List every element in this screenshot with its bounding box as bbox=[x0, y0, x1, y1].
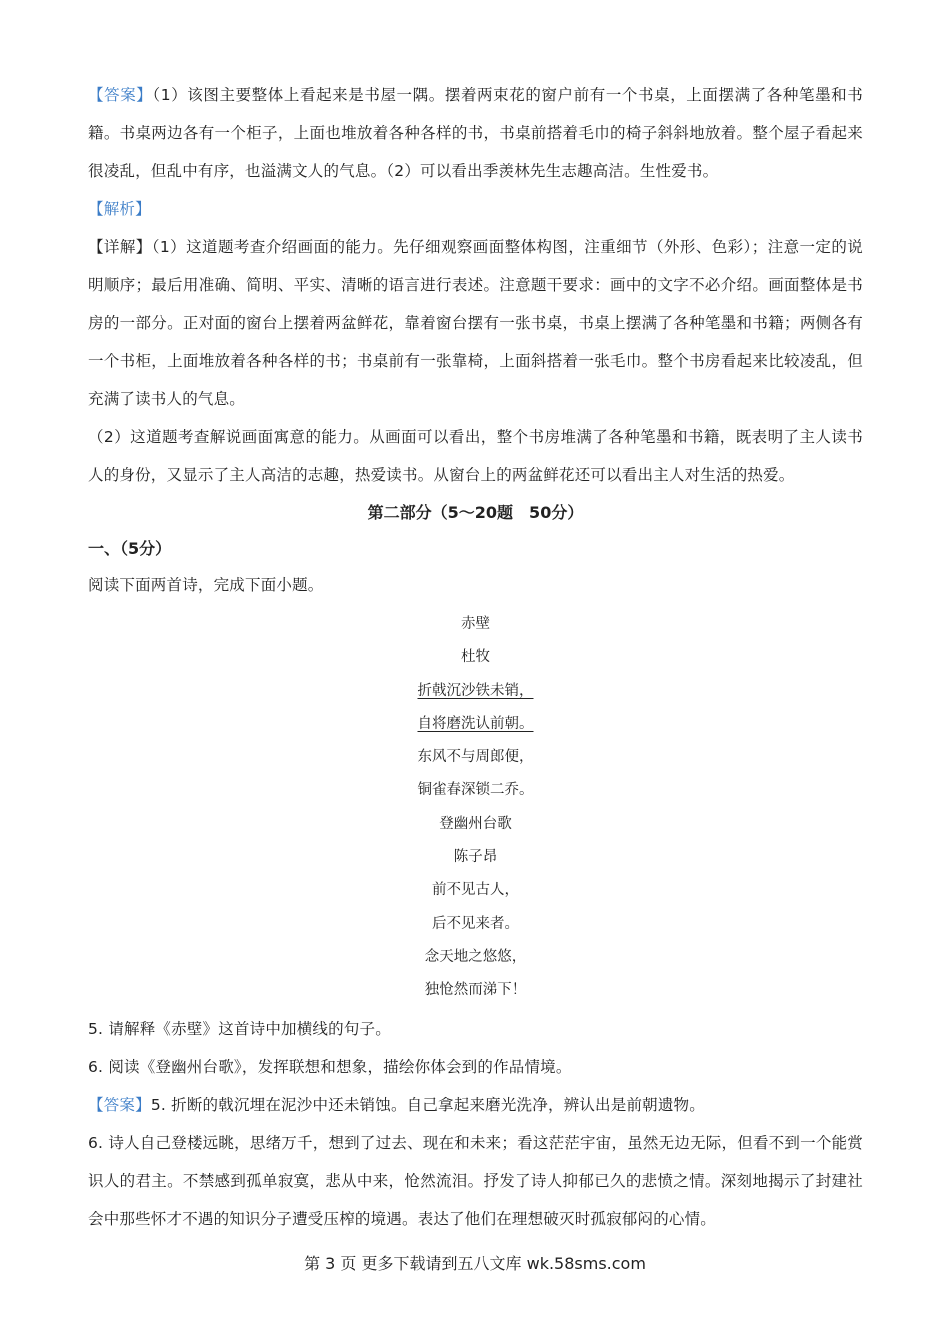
answer-paragraph-1 bbox=[88, 76, 863, 190]
poem2-line-3: 念天地之悠悠， bbox=[424, 948, 527, 965]
answer-5-text: 折断的戟沉埋在泥沙中还未销蚀。自己拿起来磨光洗净，辨认出是前朝遗物。 bbox=[166, 1095, 705, 1114]
poem1-line-1: 折戟沉沙铁未销， bbox=[417, 682, 534, 699]
poem1-author: 杜牧 bbox=[461, 649, 490, 666]
page-footer: 第 3 页 更多下载请到五八文库 wk.58sms.com bbox=[304, 1254, 646, 1273]
instruction: 阅读下面两首诗，完成下面小题。 bbox=[88, 576, 324, 594]
detail-tag: 【详解】 bbox=[88, 238, 152, 256]
poem1-line-4: 铜雀春深锁二乔。 bbox=[417, 782, 534, 799]
analysis-heading bbox=[88, 190, 863, 228]
poem2-line-4: 独怆然而涕下！ bbox=[424, 982, 527, 999]
document-body bbox=[88, 76, 863, 1238]
answer-tag: 【答案】 bbox=[88, 86, 153, 104]
poem1-title: 赤壁 bbox=[461, 616, 490, 632]
detail-paragraph-1 bbox=[88, 228, 863, 418]
detail-text: （1）这道题考查介绍画面的能力。先仔细观察画面整体构图，注重细节（外形、色彩）；注意一定的说明顺序；最后用准确、简明、平实、清晰的语言进行表述。注意题干要求：画中的文字不必介绍。画面整体是书房的一部分。正对面的窗台上摆着两盆鲜花，靠着窗台摆有一张书桌，书桌上摆满了各种笔墨和书籍；两侧各有一个书柜，上面堆放着各种各样的书；书桌前有一张靠椅，上面斜搭着一张毛巾。整个书房看起来比较凌乱，但充满了读书人的气息。 bbox=[88, 238, 863, 408]
answer-tag-2: 【答案】 bbox=[88, 1095, 151, 1114]
poem2-line-1: 前不见古人， bbox=[432, 882, 519, 899]
poem1-line-3: 东风不与周郎便， bbox=[417, 749, 534, 766]
answer-6-text: 诗人自己登楼远眺，思绪万千，想到了过去、现在和未来；看这茫茫宇宙，虽然无边无际，但看不到一个能赏识人的君主。不禁感到孤单寂寞，悲从中来，怆然流泪。抒发了诗人抑郁已久的悲愤之情。深刻地揭示了封建社会中那些怀才不遇的知识分子遭受压榨的境遇。表达了他们在理想破灭时孤寂郁闷的心情。 bbox=[88, 1133, 863, 1228]
poem1-line-2: 自将磨洗认前朝。 bbox=[417, 715, 534, 732]
question-6: 6. 阅读《登幽州台歌》，发挥联想和想象，描绘你体会到的作品情境。 bbox=[88, 1057, 572, 1076]
answer-6-number: 6. bbox=[88, 1133, 104, 1152]
poem2-title: 登幽州台歌 bbox=[439, 815, 512, 832]
poem2-author: 陈子昂 bbox=[453, 849, 498, 866]
answer-text: （1）该图主要整体上看起来是书屋一隅。摆着两束花的窗户前有一个书桌，上面摆满了各种笔墨和书籍。书桌两边各有一个柜子，上面也堆放着各种各样的书，书桌前搭着毛巾的椅子斜斜地放着。整个屋子看起来很凌乱，但乱中有序，也溢满文人的气息。（2）可以看出季羡林先生志趣高洁。生性爱书。 bbox=[88, 86, 863, 180]
question-5: 5. 请解释《赤壁》这首诗中加横线的句子。 bbox=[88, 1019, 391, 1038]
poem-block bbox=[88, 608, 863, 1008]
poem2-line-2: 后不见来者。 bbox=[432, 915, 519, 932]
answer-paragraph-3 bbox=[88, 1124, 863, 1238]
answer-5-number: 5. bbox=[150, 1095, 167, 1114]
analysis-tag: 【解析】 bbox=[88, 200, 151, 218]
answer-paragraph-2 bbox=[88, 1086, 863, 1124]
part-title: 第二部分（5～20题 50分） bbox=[367, 503, 584, 522]
section-heading: 一、（5分） bbox=[88, 539, 172, 558]
detail-paragraph-2: （2）这道题考查解说画面寓意的能力。从画面可以看出，整个书房堆满了各种笔墨和书籍，既表明了主人读书人的身份，又显示了主人高洁的志趣，热爱读书。从窗台上的两盆鲜花还可以看出主人对生活的热爱。 bbox=[88, 428, 863, 484]
